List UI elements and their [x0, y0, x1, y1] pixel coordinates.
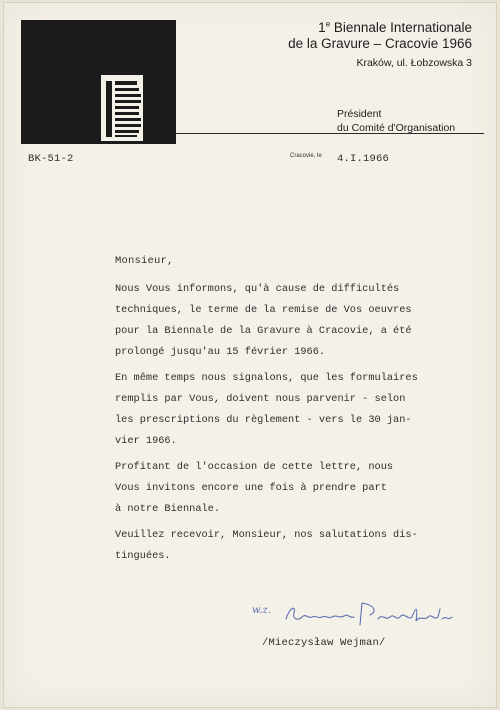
- salutation: Monsieur,: [115, 255, 174, 267]
- place-label: Cracovie, le: [290, 153, 322, 159]
- sender-title: [337, 107, 455, 135]
- signature-prefix: w.z.: [252, 605, 271, 616]
- paragraph: Nous Vous informons, qu'à cause de difficultés techniques, le terme de la remise de Vos oeuvres pour la Biennale de la Gravure à Cracovie, a été prolongé jusqu'au 15 février 1966.: [115, 283, 412, 358]
- sender-title-line1: Président: [337, 108, 382, 120]
- letterhead-address: Kraków, ul. Łobzowska 3: [356, 57, 472, 69]
- letter-sheet: [3, 2, 497, 708]
- letterhead-subtitle: de la Gravure – Cracovie 1966: [288, 36, 472, 51]
- sender-title-line2: du Comité d'Organisation: [337, 122, 456, 134]
- handwritten-signature-icon: [282, 599, 457, 629]
- paragraph: Profitant de l'occasion de cette lettre, nous Vous invitons encore une fois à prendre part à notre Biennale.: [115, 461, 394, 515]
- logo-block: [21, 20, 176, 144]
- letterhead-title: 1e Biennale Internationale: [318, 19, 472, 35]
- biennale-logo-icon: [99, 73, 145, 143]
- paragraph: Veuillez recevoir, Monsieur, nos salutations dis- tinguées.: [115, 529, 418, 562]
- letter-date: 4.I.1966: [337, 153, 390, 165]
- paragraph: En même temps nous signalons, que les formulaires remplis par Vous, doivent nous parvenir - selon les prescriptions du règlement - vers le 30 jan- vier 1966.: [115, 372, 418, 447]
- letter-body: [115, 279, 445, 572]
- reference-number: BK-51-2: [28, 153, 74, 165]
- typed-signatory-name: /Mieczysław Wejman/: [262, 637, 386, 649]
- letterhead: [288, 20, 472, 71]
